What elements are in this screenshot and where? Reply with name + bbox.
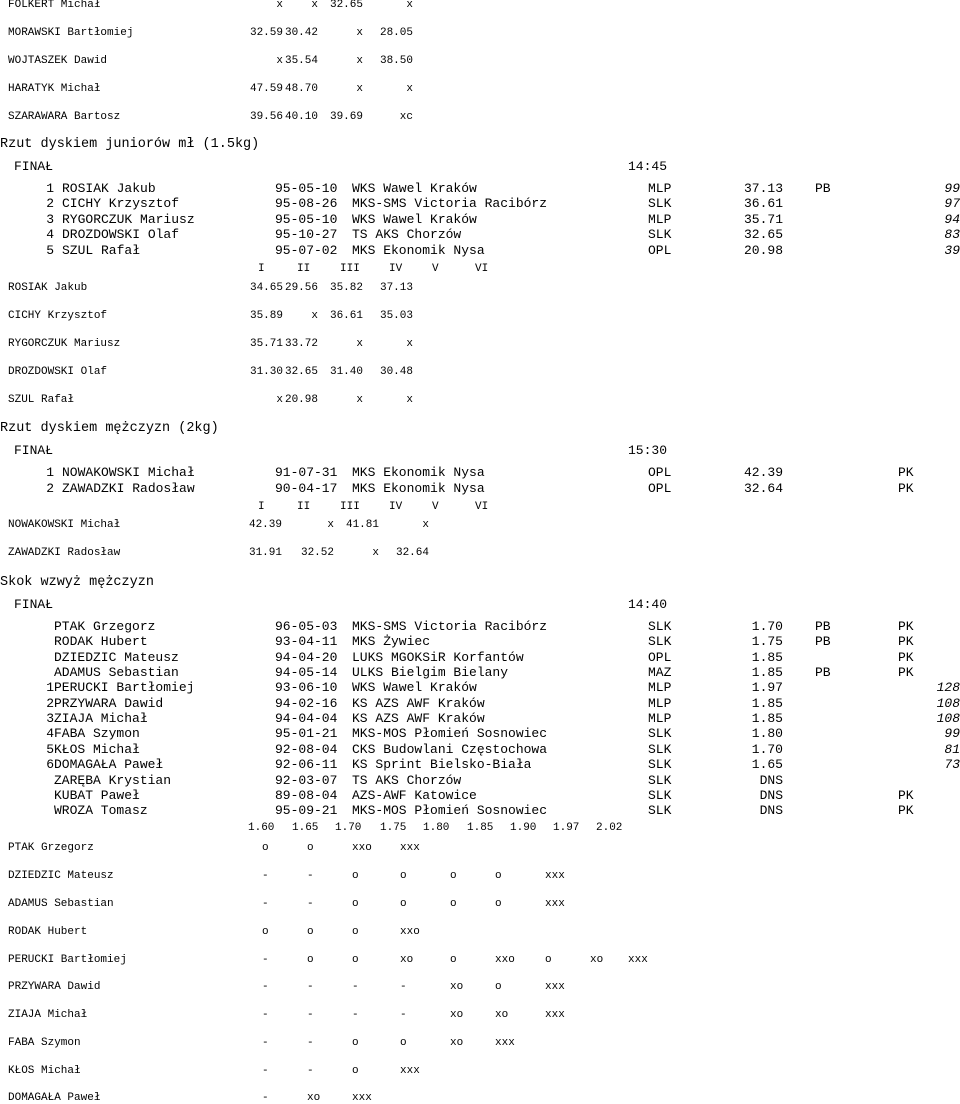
result-birthdate: 95-09-21 [275, 803, 338, 818]
series-attempt: 32.64 [395, 547, 429, 559]
series-attempt: x [356, 55, 363, 67]
round-label: FINAŁ [14, 159, 54, 174]
series-attempt: 32.65 [329, 0, 363, 11]
series-athlete-name: SZUL Rafał [8, 394, 75, 406]
result-mark: 32.65 [743, 227, 783, 242]
height-attempt: o [400, 1037, 407, 1049]
series-athlete-name: FOLKERT Michał [8, 0, 101, 11]
series-attempt: 41.81 [345, 519, 379, 531]
result-birthdate: 94-02-16 [275, 696, 338, 711]
series-attempt: 32.65 [284, 366, 318, 378]
result-place: 4 [46, 227, 54, 242]
result-region: OPL [648, 465, 672, 480]
series-attempt: 35.71 [249, 338, 283, 350]
series-header: I [258, 263, 265, 275]
series-athlete-name: PTAK Grzegorz [8, 842, 94, 854]
result-athlete: RYGORCZUK Mariusz [62, 212, 195, 227]
height-attempt: xo [495, 1009, 509, 1021]
result-points: 99 [944, 726, 960, 741]
result-club: MKS Ekonomik Nysa [352, 243, 485, 258]
result-place: 5 [46, 742, 54, 757]
series-attempt: 20.98 [284, 394, 318, 406]
height-attempt: o [352, 1037, 359, 1049]
result-mark: 1.65 [751, 757, 783, 772]
result-note: PK [898, 481, 914, 496]
series-attempt: 35.54 [284, 55, 318, 67]
series-athlete-name: FABA Szymon [8, 1037, 81, 1049]
series-attempt: x [276, 394, 283, 406]
result-club: MKS-MOS Płomień Sosnowiec [352, 803, 548, 818]
series-attempt: x [276, 0, 283, 11]
result-club: WKS Wawel Kraków [352, 680, 477, 695]
series-attempt: 39.69 [329, 111, 363, 123]
result-club: MKS-SMS Victoria Racibórz [352, 196, 548, 211]
result-birthdate: 92-03-07 [275, 773, 338, 788]
result-athlete: DZIEDZIC Mateusz [54, 650, 179, 665]
series-attempt: x [422, 519, 429, 531]
height-header: 1.75 [380, 822, 407, 834]
height-header: 2.02 [596, 822, 623, 834]
series-attempt: 37.13 [379, 282, 413, 294]
series-header: III [340, 501, 360, 513]
height-attempt: xxx [400, 1065, 420, 1077]
height-attempt: - [262, 1009, 269, 1021]
series-attempt: 31.30 [249, 366, 283, 378]
height-attempt: - [262, 954, 269, 966]
result-pb: PB [815, 619, 831, 634]
result-place: 3 [46, 212, 54, 227]
result-points: 99 [944, 181, 960, 196]
height-attempt: o [450, 870, 457, 882]
height-attempt: - [262, 870, 269, 882]
result-region: SLK [648, 619, 672, 634]
result-region: MLP [648, 680, 672, 695]
result-birthdate: 96-05-03 [275, 619, 338, 634]
series-header: VI [475, 501, 489, 513]
height-attempt: - [262, 898, 269, 910]
result-birthdate: 95-08-26 [275, 196, 338, 211]
series-attempt: x [406, 0, 413, 11]
result-place: 2 [46, 196, 54, 211]
result-birthdate: 92-08-04 [275, 742, 338, 757]
series-attempt: 35.03 [379, 310, 413, 322]
result-place: 4 [46, 726, 54, 741]
result-athlete: ZIAJA Michał [54, 711, 148, 726]
result-points: 97 [944, 196, 960, 211]
result-athlete: PRZYWARA Dawid [54, 696, 164, 711]
series-attempt: x [356, 83, 363, 95]
result-note: PB [815, 181, 831, 196]
series-attempt: x [406, 338, 413, 350]
height-attempt: - [262, 1037, 269, 1049]
height-header: 1.60 [248, 822, 275, 834]
result-region: MLP [648, 181, 672, 196]
series-attempt: 30.42 [284, 27, 318, 39]
series-athlete-name: RODAK Hubert [8, 926, 88, 938]
result-club: MKS Ekonomik Nysa [352, 481, 485, 496]
result-club: WKS Wawel Kraków [352, 181, 477, 196]
result-club: ULKS Bielgim Bielany [352, 665, 509, 680]
result-points: 39 [944, 243, 960, 258]
result-mark: DNS [759, 803, 783, 818]
height-attempt: xo [450, 981, 464, 993]
series-athlete-name: RYGORCZUK Mariusz [8, 338, 121, 350]
result-athlete: SZUL Rafał [62, 243, 141, 258]
height-attempt: o [495, 870, 502, 882]
result-birthdate: 95-10-27 [275, 227, 338, 242]
result-mark: 1.85 [751, 665, 783, 680]
result-birthdate: 93-06-10 [275, 680, 338, 695]
result-region: MAZ [648, 665, 672, 680]
series-athlete-name: ROSIAK Jakub [8, 282, 88, 294]
result-pk: PK [898, 803, 914, 818]
height-header: 1.70 [335, 822, 362, 834]
series-attempt: 35.82 [329, 282, 363, 294]
series-header: IV [389, 263, 403, 275]
height-attempt: o [307, 954, 314, 966]
result-athlete: PERUCKI Bartłomiej [54, 680, 195, 695]
height-attempt: o [262, 842, 269, 854]
series-athlete-name: KŁOS Michał [8, 1065, 81, 1077]
result-place: 1 [46, 680, 54, 695]
result-region: SLK [648, 773, 672, 788]
series-athlete-name: ADAMUS Sebastian [8, 898, 114, 910]
series-attempt: x [327, 519, 334, 531]
height-attempt: - [307, 1009, 314, 1021]
result-region: SLK [648, 757, 672, 772]
result-birthdate: 95-01-21 [275, 726, 338, 741]
result-mark: 37.13 [743, 181, 783, 196]
result-club: CKS Budowlani Częstochowa [352, 742, 548, 757]
result-region: SLK [648, 788, 672, 803]
result-place: 5 [46, 243, 54, 258]
height-attempt: xo [450, 1037, 464, 1049]
event-title: Rzut dyskiem mężczyzn (2kg) [0, 421, 219, 436]
height-attempt: xxx [352, 1092, 372, 1104]
result-region: SLK [648, 726, 672, 741]
result-place: 1 [46, 181, 54, 196]
height-attempt: - [307, 870, 314, 882]
series-attempt: 40.10 [284, 111, 318, 123]
height-attempt: xxo [400, 926, 420, 938]
height-attempt: - [400, 1009, 407, 1021]
series-attempt: 38.50 [379, 55, 413, 67]
series-athlete-name: DOMAGAŁA Paweł [8, 1092, 101, 1104]
height-header: 1.97 [553, 822, 580, 834]
height-attempt: o [352, 1065, 359, 1077]
result-mark: 1.97 [751, 680, 783, 695]
result-mark: 35.71 [743, 212, 783, 227]
result-mark: 1.75 [751, 634, 783, 649]
series-attempt: x [311, 0, 318, 11]
result-club: MKS-MOS Płomień Sosnowiec [352, 726, 548, 741]
result-athlete: WROZA Tomasz [54, 803, 148, 818]
series-attempt: 36.61 [329, 310, 363, 322]
round-time: 14:45 [628, 159, 668, 174]
height-header: 1.80 [423, 822, 450, 834]
series-attempt: 28.05 [379, 27, 413, 39]
result-region: MLP [648, 711, 672, 726]
series-attempt: x [406, 83, 413, 95]
result-athlete: ZARĘBA Krystian [54, 773, 172, 788]
height-attempt: - [307, 898, 314, 910]
result-athlete: KUBAT Paweł [54, 788, 140, 803]
height-attempt: - [307, 1065, 314, 1077]
result-pb: PB [815, 665, 831, 680]
height-attempt: o [352, 898, 359, 910]
result-mark: 36.61 [743, 196, 783, 211]
result-place: 3 [46, 711, 54, 726]
result-club: MKS Żywiec [352, 634, 431, 649]
result-birthdate: 95-05-10 [275, 212, 338, 227]
result-birthdate: 94-04-04 [275, 711, 338, 726]
result-athlete: ROSIAK Jakub [62, 181, 156, 196]
result-club: KS AZS AWF Kraków [352, 696, 485, 711]
series-athlete-name: NOWAKOWSKI Michał [8, 519, 121, 531]
result-mark: 20.98 [743, 243, 783, 258]
series-attempt: 31.91 [248, 547, 282, 559]
result-athlete: CICHY Krzysztof [62, 196, 180, 211]
series-attempt: 32.52 [300, 547, 334, 559]
series-attempt: x [356, 394, 363, 406]
result-region: SLK [648, 803, 672, 818]
height-header: 1.65 [292, 822, 319, 834]
result-birthdate: 95-07-02 [275, 243, 338, 258]
result-birthdate: 90-04-17 [275, 481, 338, 496]
result-mark: 32.64 [743, 481, 783, 496]
result-pk: PK [898, 788, 914, 803]
series-attempt: 35.89 [249, 310, 283, 322]
height-header: 1.85 [467, 822, 494, 834]
result-region: SLK [648, 227, 672, 242]
height-attempt: xxo [495, 954, 515, 966]
series-athlete-name: WOJTASZEK Dawid [8, 55, 108, 67]
result-mark: 1.85 [751, 711, 783, 726]
series-attempt: 39.56 [249, 111, 283, 123]
series-attempt: x [356, 338, 363, 350]
result-club: KS AZS AWF Kraków [352, 711, 485, 726]
result-mark: 1.85 [751, 696, 783, 711]
result-region: OPL [648, 243, 672, 258]
result-points: 108 [936, 711, 960, 726]
height-attempt: xo [450, 1009, 464, 1021]
result-club: LUKS MGOKSiR Korfantów [352, 650, 524, 665]
result-athlete: ADAMUS Sebastian [54, 665, 179, 680]
series-header: II [297, 501, 311, 513]
result-athlete: DOMAGAŁA Paweł [54, 757, 164, 772]
result-pb: PB [815, 634, 831, 649]
result-region: OPL [648, 481, 672, 496]
result-club: MKS-SMS Victoria Racibórz [352, 619, 548, 634]
result-points: 108 [936, 696, 960, 711]
result-athlete: ZAWADZKI Radosław [62, 481, 195, 496]
series-athlete-name: ZIAJA Michał [8, 1009, 88, 1021]
height-attempt: o [400, 898, 407, 910]
result-region: SLK [648, 196, 672, 211]
series-header: IV [389, 501, 403, 513]
height-attempt: o [400, 870, 407, 882]
series-attempt: 48.70 [284, 83, 318, 95]
series-attempt: xc [399, 111, 413, 123]
height-attempt: o [352, 870, 359, 882]
result-athlete: PTAK Grzegorz [54, 619, 156, 634]
result-region: MLP [648, 696, 672, 711]
series-attempt: x [311, 310, 318, 322]
result-pk: PK [898, 650, 914, 665]
height-attempt: o [352, 926, 359, 938]
result-mark: 1.85 [751, 650, 783, 665]
series-attempt: 31.40 [329, 366, 363, 378]
result-points: 94 [944, 212, 960, 227]
series-attempt: 32.59 [249, 27, 283, 39]
height-attempt: xxx [545, 870, 565, 882]
series-athlete-name: HARATYK Michał [8, 83, 101, 95]
series-athlete-name: DZIEDZIC Mateusz [8, 870, 114, 882]
result-birthdate: 95-05-10 [275, 181, 338, 196]
series-athlete-name: SZARAWARA Bartosz [8, 111, 121, 123]
series-athlete-name: MORAWSKI Bartłomiej [8, 27, 134, 39]
height-attempt: xxx [545, 981, 565, 993]
result-club: KS Sprint Bielsko-Biała [352, 757, 532, 772]
series-header: VI [475, 263, 489, 275]
height-attempt: o [307, 926, 314, 938]
series-header: I [258, 501, 265, 513]
result-place: 6 [46, 757, 54, 772]
height-attempt: xo [590, 954, 604, 966]
result-club: TS AKS Chorzów [352, 773, 462, 788]
result-club: MKS Ekonomik Nysa [352, 465, 485, 480]
round-label: FINAŁ [14, 443, 54, 458]
height-attempt: xo [400, 954, 414, 966]
result-place: 1 [46, 465, 54, 480]
result-club: TS AKS Chorzów [352, 227, 462, 242]
result-mark: DNS [759, 788, 783, 803]
series-athlete-name: ZAWADZKI Radosław [8, 547, 121, 559]
height-attempt: o [352, 954, 359, 966]
series-attempt: 47.59 [249, 83, 283, 95]
result-birthdate: 89-08-04 [275, 788, 338, 803]
height-attempt: o [495, 898, 502, 910]
height-attempt: o [307, 842, 314, 854]
result-points: 83 [944, 227, 960, 242]
series-attempt: x [406, 394, 413, 406]
series-athlete-name: CICHY Krzysztof [8, 310, 108, 322]
height-attempt: xxx [545, 1009, 565, 1021]
event-title: Rzut dyskiem juniorów mł (1.5kg) [0, 137, 260, 152]
result-place: 2 [46, 696, 54, 711]
height-attempt: - [262, 1092, 269, 1104]
series-attempt: x [356, 27, 363, 39]
result-pk: PK [898, 634, 914, 649]
series-attempt: 42.39 [248, 519, 282, 531]
result-birthdate: 92-06-11 [275, 757, 338, 772]
series-attempt: x [372, 547, 379, 559]
result-birthdate: 94-04-20 [275, 650, 338, 665]
series-attempt: 30.48 [379, 366, 413, 378]
height-attempt: o [450, 954, 457, 966]
result-mark: 42.39 [743, 465, 783, 480]
result-athlete: NOWAKOWSKI Michał [62, 465, 195, 480]
height-header: 1.90 [510, 822, 537, 834]
result-mark: 1.80 [751, 726, 783, 741]
result-region: MLP [648, 212, 672, 227]
round-label: FINAŁ [14, 597, 54, 612]
series-header: V [432, 263, 439, 275]
result-pk: PK [898, 665, 914, 680]
result-points: 81 [944, 742, 960, 757]
height-attempt: - [400, 981, 407, 993]
result-pk: PK [898, 619, 914, 634]
height-attempt: - [307, 1037, 314, 1049]
result-region: SLK [648, 634, 672, 649]
height-attempt: xxx [495, 1037, 515, 1049]
result-place: 2 [46, 481, 54, 496]
result-athlete: KŁOS Michał [54, 742, 140, 757]
result-club: WKS Wawel Kraków [352, 212, 477, 227]
series-header: II [297, 263, 311, 275]
series-attempt: 29.56 [284, 282, 318, 294]
height-attempt: - [352, 1009, 359, 1021]
series-header: III [340, 263, 360, 275]
result-birthdate: 93-04-11 [275, 634, 338, 649]
height-attempt: xxx [628, 954, 648, 966]
height-attempt: - [352, 981, 359, 993]
result-mark: 1.70 [751, 619, 783, 634]
result-athlete: DROZDOWSKI Olaf [62, 227, 180, 242]
series-attempt: 34.65 [249, 282, 283, 294]
height-attempt: xxo [352, 842, 372, 854]
height-attempt: - [262, 981, 269, 993]
result-note: PK [898, 465, 914, 480]
series-attempt: x [276, 55, 283, 67]
event-title: Skok wzwyż mężczyzn [0, 575, 154, 590]
round-time: 15:30 [628, 443, 668, 458]
height-attempt: - [307, 981, 314, 993]
series-athlete-name: PERUCKI Bartłomiej [8, 954, 127, 966]
result-birthdate: 94-05-14 [275, 665, 338, 680]
height-attempt: xxx [545, 898, 565, 910]
result-region: OPL [648, 650, 672, 665]
result-points: 128 [936, 680, 960, 695]
round-time: 14:40 [628, 597, 668, 612]
height-attempt: o [495, 981, 502, 993]
result-club: AZS-AWF Katowice [352, 788, 477, 803]
height-attempt: o [262, 926, 269, 938]
result-points: 73 [944, 757, 960, 772]
series-header: V [432, 501, 439, 513]
height-attempt: o [450, 898, 457, 910]
series-athlete-name: PRZYWARA Dawid [8, 981, 101, 993]
result-mark: DNS [759, 773, 783, 788]
series-athlete-name: DROZDOWSKI Olaf [8, 366, 108, 378]
height-attempt: o [545, 954, 552, 966]
result-region: SLK [648, 742, 672, 757]
result-athlete: RODAK Hubert [54, 634, 148, 649]
height-attempt: xo [307, 1092, 321, 1104]
result-athlete: FABA Szymon [54, 726, 140, 741]
result-mark: 1.70 [751, 742, 783, 757]
result-birthdate: 91-07-31 [275, 465, 338, 480]
series-attempt: 33.72 [284, 338, 318, 350]
height-attempt: xxx [400, 842, 420, 854]
height-attempt: - [262, 1065, 269, 1077]
